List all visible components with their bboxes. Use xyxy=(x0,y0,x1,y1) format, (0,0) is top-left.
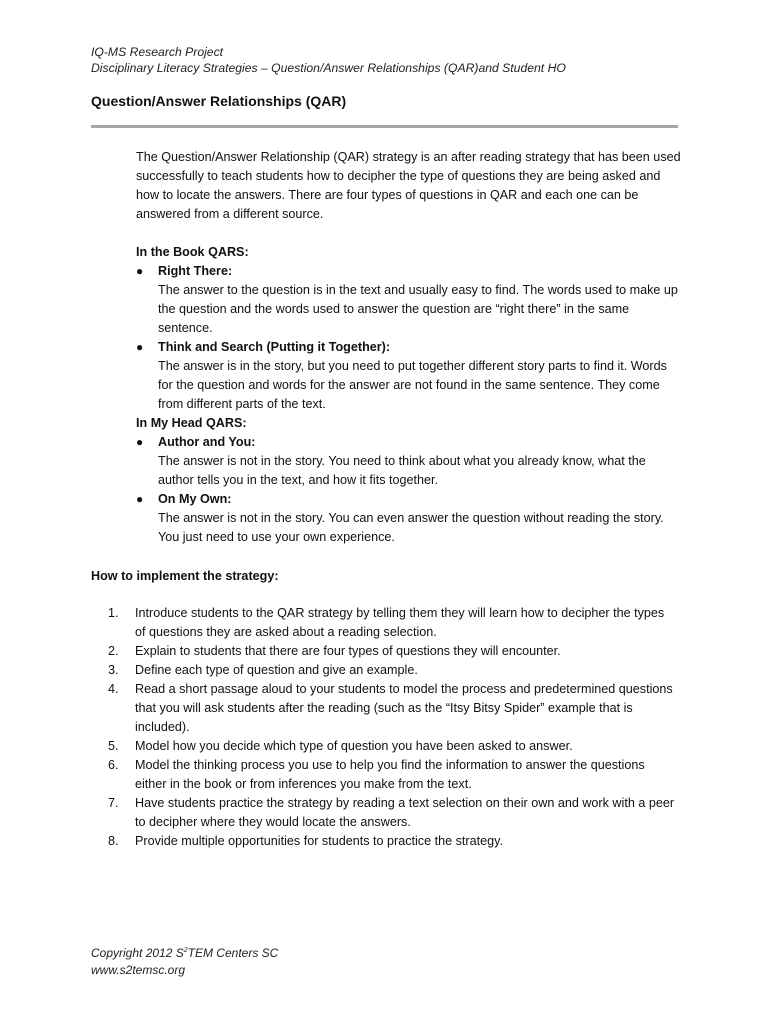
step-text: Have students practice the strategy by reading a text selection on their own and work with a peer to decipher where they would locate the answers. xyxy=(135,796,675,829)
step-number: 3. xyxy=(108,663,119,677)
step-item xyxy=(108,642,678,661)
step-item xyxy=(108,794,678,832)
intro-paragraph: The Question/Answer Relationship (QAR) strategy is an after reading strategy that has been used successfully to teach students how to decipher the type of questions they are being asked and how to locate the answers. There are four types of questions in QAR and each one can be answered from a different source. xyxy=(136,150,681,221)
step-text: Model how you decide which type of question you have been asked to answer. xyxy=(135,739,573,753)
qar-type-text: The answer is not in the story. You can even answer the question without reading the story. You just need to use your own experience. xyxy=(158,511,664,544)
step-text: Model the thinking process you use to help you find the information to answer the questions either in the book or from inferences you make from the text. xyxy=(135,758,645,791)
qar-description xyxy=(136,148,681,547)
copyright-text: Copyright 2012 S xyxy=(91,946,184,960)
step-item xyxy=(108,832,678,851)
page-title: Question/Answer Relationships (QAR) xyxy=(91,93,347,109)
step-number: 1. xyxy=(108,606,119,620)
step-text: Provide multiple opportunities for students to practice the strategy. xyxy=(135,834,503,848)
step-item xyxy=(108,737,678,756)
in-head-heading: In My Head QARS: xyxy=(136,416,247,430)
header-project: IQ-MS Research Project xyxy=(91,45,224,59)
step-text: Define each type of question and give an example. xyxy=(135,663,418,677)
copyright-org: TEM Centers SC xyxy=(187,946,279,960)
bullet-icon: ● xyxy=(136,264,144,278)
qar-type-text: The answer to the question is in the text and usually easy to find. The words used to make up the question and the words used to answer the question are “right there” in the same sentence. xyxy=(158,283,678,335)
list-item xyxy=(136,490,681,547)
footer-url: www.s2temsc.org xyxy=(91,963,186,977)
list-item xyxy=(136,433,681,490)
qar-type-text: The answer is not in the story. You need to think about what you already know, what the author tells you in the text, and how it fits together. xyxy=(158,454,646,487)
step-text: Read a short passage aloud to your students to model the process and predetermined questions that you will ask students after the reading (such as the “Itsy Bitsy Spider” example that is included). xyxy=(135,682,673,734)
step-item xyxy=(108,756,678,794)
step-number: 8. xyxy=(108,834,119,848)
bullet-icon: ● xyxy=(136,340,144,354)
implement-heading: How to implement the strategy: xyxy=(91,569,279,583)
step-item xyxy=(108,680,678,737)
qar-type-label: On My Own: xyxy=(158,492,232,506)
step-number: 4. xyxy=(108,682,119,696)
copyright-superscript: 2 xyxy=(183,947,188,954)
qar-type-label: Author and You: xyxy=(158,435,256,449)
step-text: Introduce students to the QAR strategy by telling them they will learn how to decipher the types of questions they are asked about a reading selection. xyxy=(135,606,665,639)
title-divider xyxy=(91,125,678,128)
in-book-heading: In the Book QARS: xyxy=(136,245,249,259)
step-item xyxy=(108,661,678,680)
list-item xyxy=(136,262,681,338)
step-number: 5. xyxy=(108,739,119,753)
bullet-icon: ● xyxy=(136,492,144,506)
qar-type-label: Right There: xyxy=(158,264,233,278)
qar-type-label: Think and Search (Putting it Together): xyxy=(158,340,391,354)
header-subtitle: Disciplinary Literacy Strategies – Question/Answer Relationships (QAR)and Student HO xyxy=(91,61,566,75)
step-text: Explain to students that there are four types of questions they will encounter. xyxy=(135,644,561,658)
footer-copyright xyxy=(91,946,278,960)
implement-steps xyxy=(108,604,678,851)
step-item xyxy=(108,604,678,642)
list-item xyxy=(136,338,681,414)
step-number: 7. xyxy=(108,796,119,810)
qar-type-text: The answer is in the story, but you need to put together different story parts to find it. Words for the question and words for the answer are not found in the same sentence. They come from different parts of the text. xyxy=(158,359,667,411)
bullet-icon: ● xyxy=(136,435,144,449)
step-number: 2. xyxy=(108,644,119,658)
step-number: 6. xyxy=(108,758,119,772)
